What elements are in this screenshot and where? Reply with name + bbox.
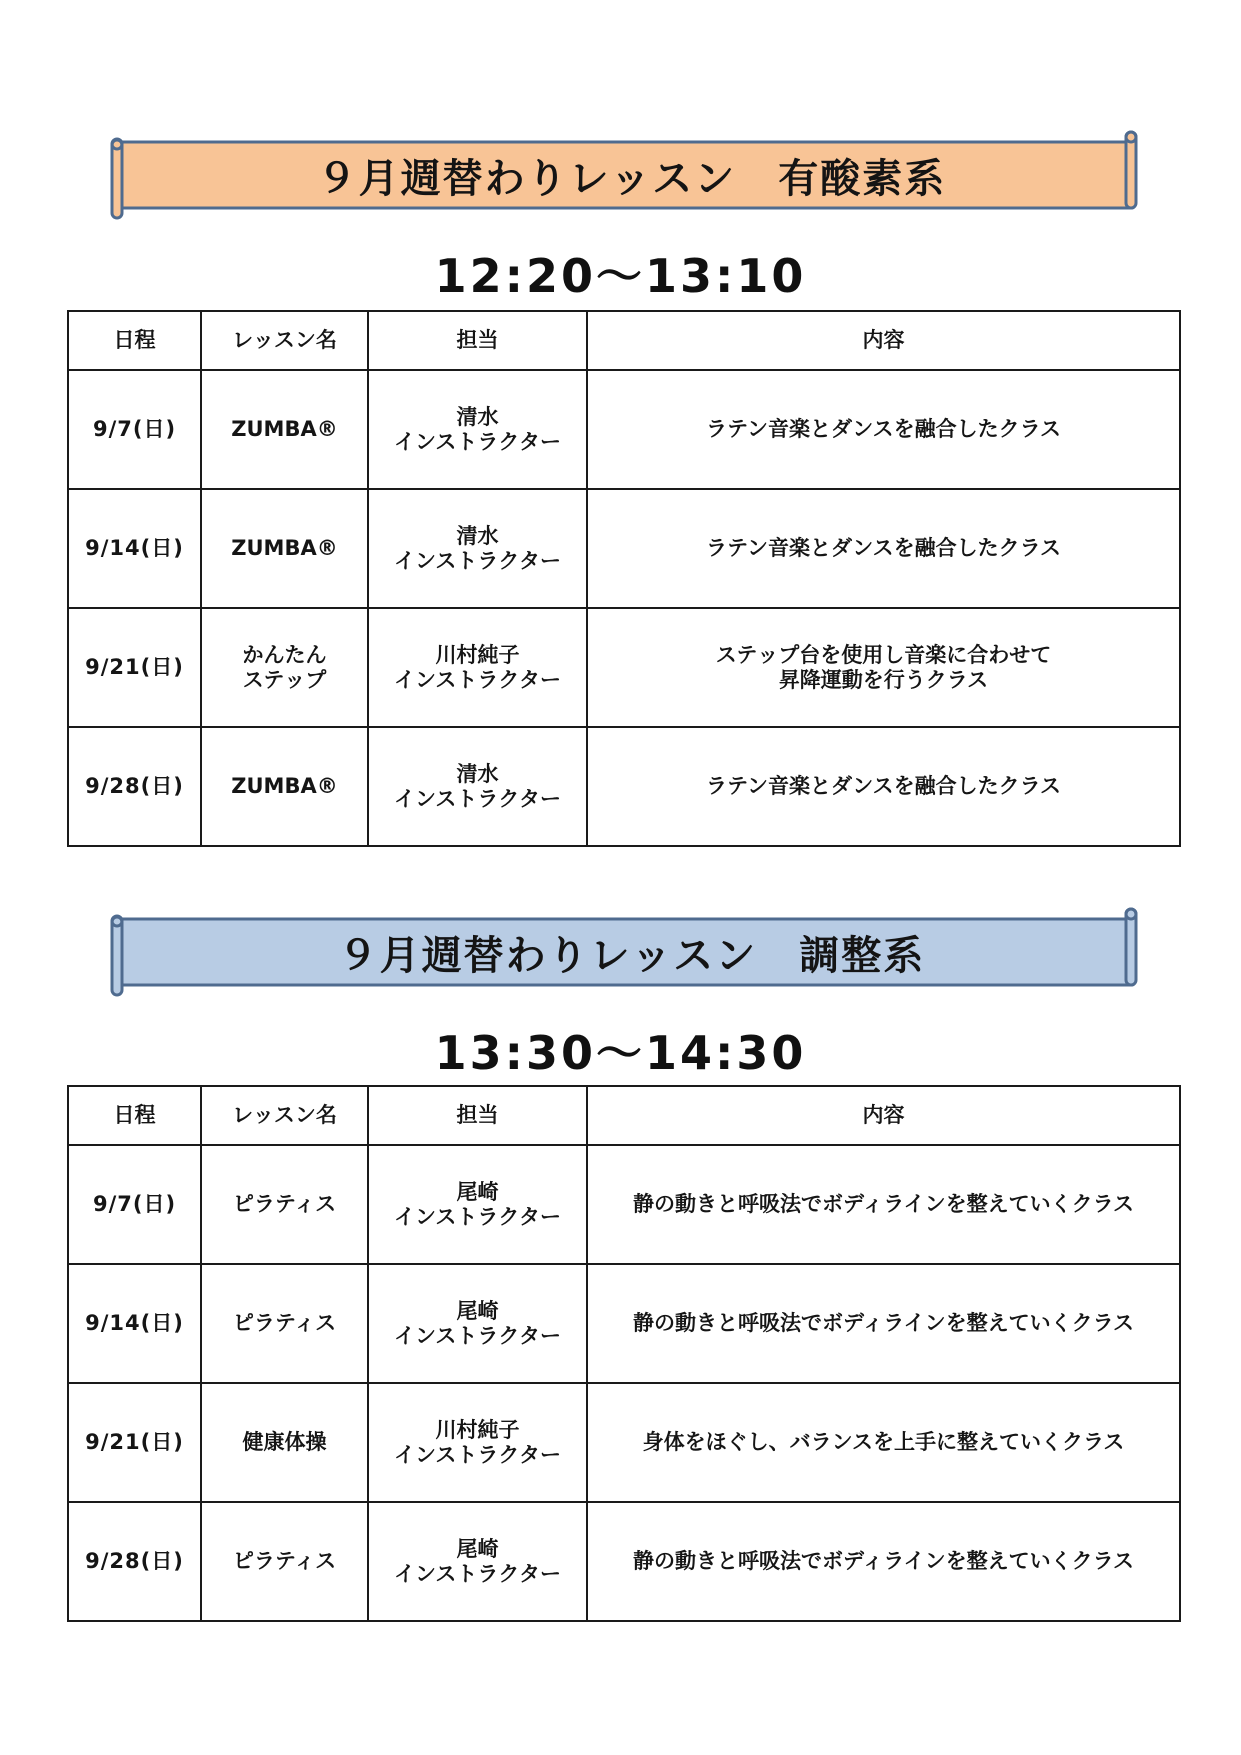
lesson-cell: ピラティス (201, 1264, 368, 1383)
header-content: 内容 (587, 311, 1180, 370)
content-cell: 静の動きと呼吸法でボディラインを整えていくクラス (587, 1145, 1180, 1264)
lesson-cell: ZUMBA® (201, 727, 368, 846)
lesson-cell: ピラティス (201, 1502, 368, 1621)
lesson-cell: ZUMBA® (201, 489, 368, 608)
table-header-row (68, 1086, 1180, 1145)
content-cell: ラテン音楽とダンスを融合したクラス (587, 370, 1180, 489)
instructor-cell: 尾崎 インストラクター (368, 1145, 587, 1264)
time-range: 13:30～14:30 (434, 1026, 807, 1080)
header-date: 日程 (68, 1086, 201, 1145)
content-cell: 静の動きと呼吸法でボディラインを整えていくクラス (587, 1264, 1180, 1383)
lesson-cell: ピラティス (201, 1145, 368, 1264)
header-lesson: レッスン名 (201, 311, 368, 370)
header-instructor: 担当 (368, 1086, 587, 1145)
table-row (68, 370, 1180, 489)
table-row (68, 1383, 1180, 1502)
header-date: 日程 (68, 311, 201, 370)
table-row (68, 1145, 1180, 1264)
content-cell: 身体をほぐし、バランスを上手に整えていくクラス (587, 1383, 1180, 1502)
instructor-cell: 清水 インストラクター (368, 727, 587, 846)
content-cell: ステップ台を使用し音楽に合わせて 昇降運動を行うクラス (587, 608, 1180, 727)
content-cell: 静の動きと呼吸法でボディラインを整えていくクラス (587, 1502, 1180, 1621)
schedule-table (67, 1085, 1181, 1622)
content-cell: ラテン音楽とダンスを融合したクラス (587, 727, 1180, 846)
lesson-cell: 健康体操 (201, 1383, 368, 1502)
header-lesson: レッスン名 (201, 1086, 368, 1145)
instructor-cell: 尾崎 インストラクター (368, 1502, 587, 1621)
table-row (68, 608, 1180, 727)
table-row (68, 727, 1180, 846)
header-content: 内容 (587, 1086, 1180, 1145)
content-cell: ラテン音楽とダンスを融合したクラス (587, 489, 1180, 608)
header-instructor: 担当 (368, 311, 587, 370)
section-title: ９月週替わりレッスン 有酸素系 (316, 155, 947, 202)
date-cell: 9/28(日) (68, 727, 201, 846)
lesson-cell: かんたん ステップ (201, 608, 368, 727)
date-cell: 9/21(日) (68, 608, 201, 727)
date-cell: 9/28(日) (68, 1502, 201, 1621)
instructor-cell: 清水 インストラクター (368, 489, 587, 608)
lesson-cell: ZUMBA® (201, 370, 368, 489)
section-2-banner (100, 905, 1147, 997)
instructor-cell: 川村純子 インストラクター (368, 608, 587, 727)
table-row (68, 1264, 1180, 1383)
section-1-banner (100, 128, 1147, 220)
date-cell: 9/7(日) (68, 370, 201, 489)
table-row (68, 1502, 1180, 1621)
table-row (68, 489, 1180, 608)
table-header-row (68, 311, 1180, 370)
instructor-cell: 尾崎 インストラクター (368, 1264, 587, 1383)
time-range: 12:20～13:10 (434, 249, 807, 303)
date-cell: 9/7(日) (68, 1145, 201, 1264)
date-cell: 9/14(日) (68, 1264, 201, 1383)
instructor-cell: 川村純子 インストラクター (368, 1383, 587, 1502)
instructor-cell: 清水 インストラクター (368, 370, 587, 489)
schedule-table (67, 310, 1181, 847)
date-cell: 9/21(日) (68, 1383, 201, 1502)
section-title: ９月週替わりレッスン 調整系 (337, 932, 926, 979)
date-cell: 9/14(日) (68, 489, 201, 608)
